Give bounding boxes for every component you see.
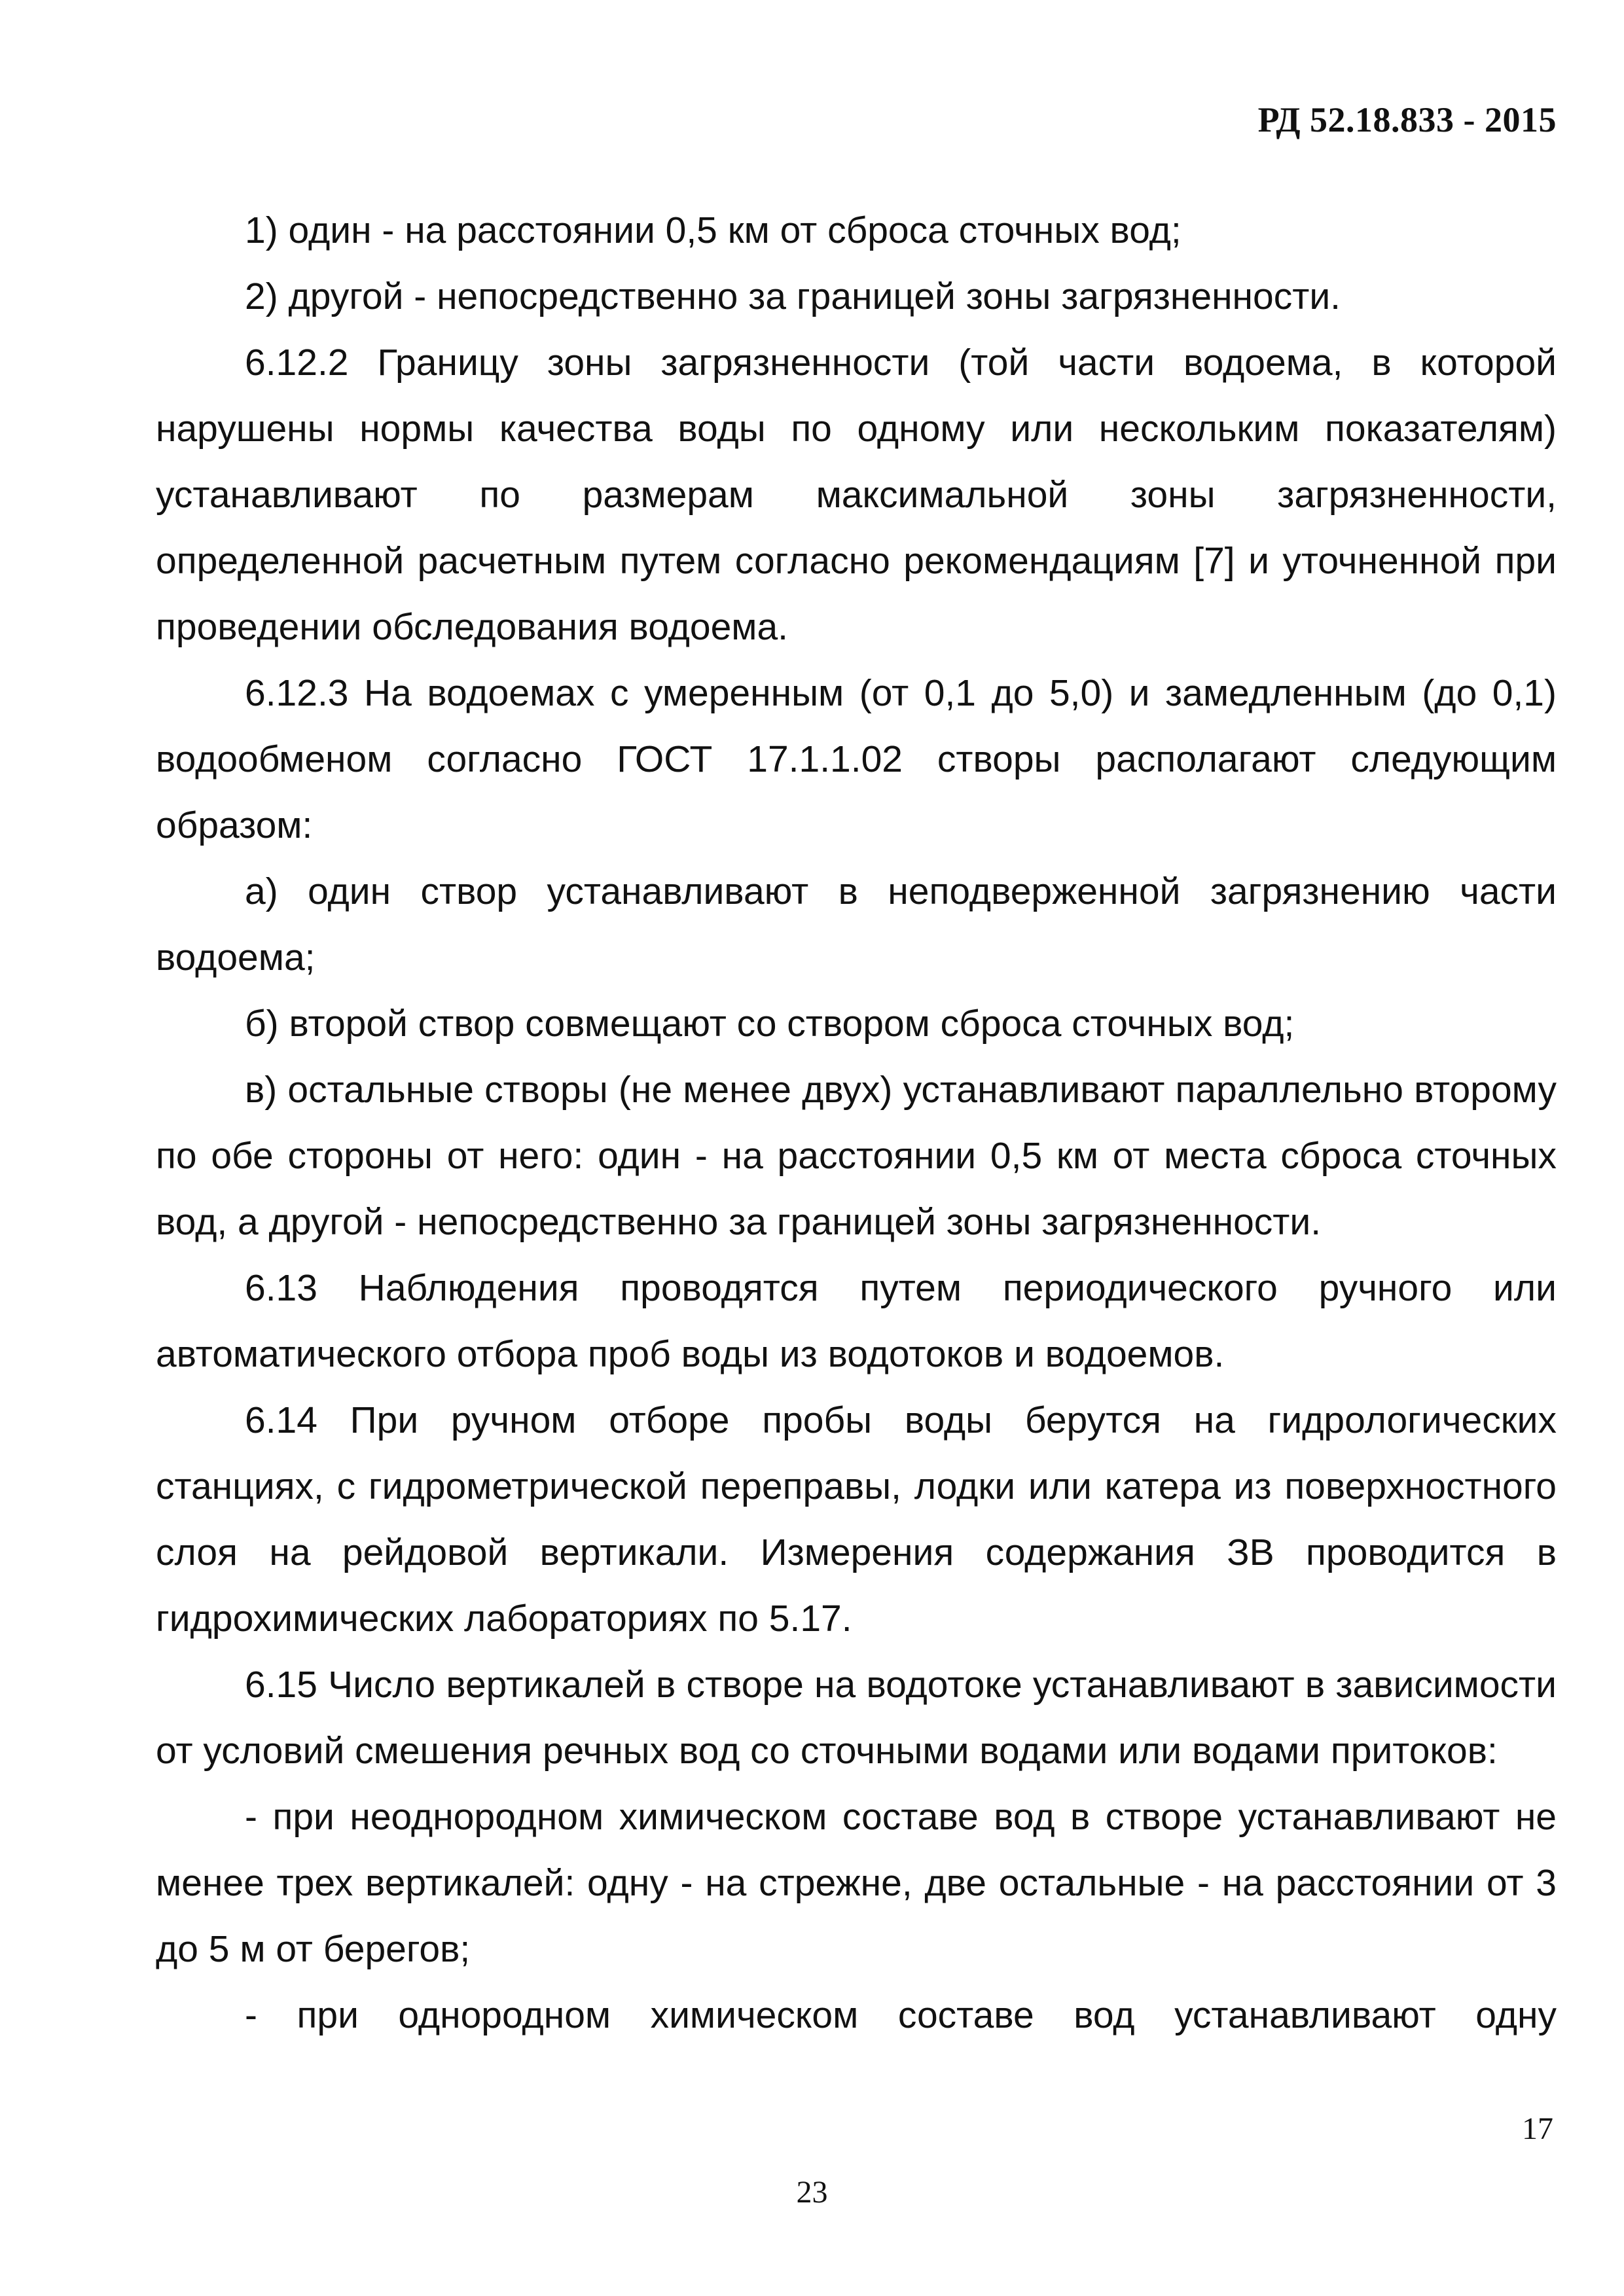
paragraph-dash-1: - при неоднородном химическом составе вод в створе устанавливают не менее трех вертикалей: одну - на стрежне, две остальные - на расстоянии от 3 до 5 м от берегов; [156,1796,1557,1970]
sheet-number: 23 [796,2175,828,2210]
paragraph-2: 2) другой - непосредственно за границей зоны загрязненности. [245,276,1341,317]
paragraph-6-14: 6.14 При ручном отборе пробы воды берутся на гидрологических станциях, с гидрометрической переправы, лодки или катера из поверхностного слоя на рейдовой вертикали. Измерения содержания ЗВ проводится в гидрохимических лабораториях по 5.17. [156,1399,1557,1640]
paragraph-6-12-3: 6.12.3 На водоемах с умеренным (от 0,1 до 5,0) и замедленным (до 0,1) водообменом согласно ГОСТ 17.1.1.02 створы располагают следующим образом: [156,672,1557,846]
paragraph-6-12-2: 6.12.2 Границу зоны загрязненности (той части водоема, в которой нарушены нормы качества воды по одному или нескольким показателям) устанавливают по размерам максимальной зоны загрязненности, определенной расчетным путем согласно рекомендациям [7] и уточненной при проведении обследования водоема. [156,342,1557,648]
paragraph-a: а) один створ устанавливают в неподверженной загрязнению части водоема; [156,870,1557,978]
document-code-header: РД 52.18.833 - 2015 [1257,100,1557,139]
page-number: 17 [1522,2111,1553,2146]
paragraph-6-15: 6.15 Число вертикалей в створе на водотоке устанавливают в зависимости от условий смешения речных вод со сточными водами или водами притоков: [156,1664,1557,1772]
paragraph-1: 1) один - на расстоянии 0,5 км от сброса сточных вод; [245,209,1182,251]
paragraph-dash-2: - при однородном химическом составе вод устанавливают одну [245,1994,1557,2036]
paragraph-v: в) остальные створы (не менее двух) устанавливают параллельно второму по обе стороны от него: один - на расстоянии 0,5 км от места сброса сточных вод, а другой - непосредственно за границей зоны загрязненности. [156,1069,1557,1243]
paragraph-6-13: 6.13 Наблюдения проводятся путем периодического ручного или автоматического отбора проб воды из водотоков и водоемов. [156,1267,1557,1375]
document-body [156,198,1557,2049]
paragraph-b: б) второй створ совмещают со створом сброса сточных вод; [245,1003,1295,1045]
